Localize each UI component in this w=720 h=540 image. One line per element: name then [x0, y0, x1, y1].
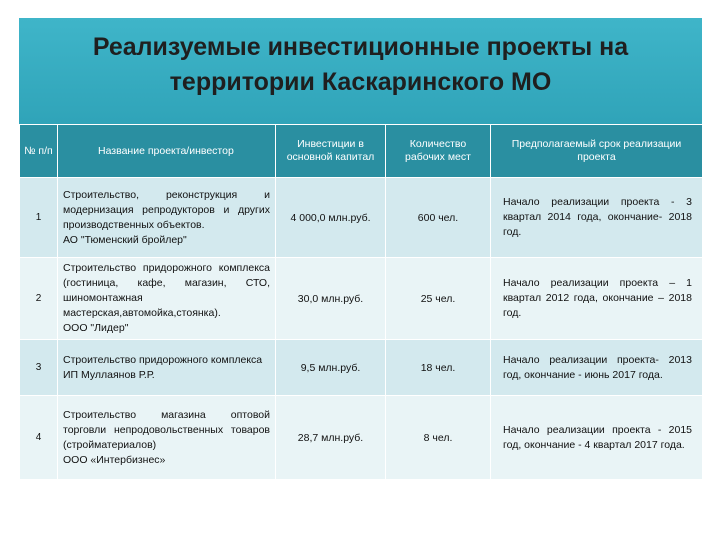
term-value: [491, 178, 703, 258]
term-text: Начало реализации проекта- 2013 год, окончание - июнь 2017 года.: [503, 353, 692, 381]
page-title-line-1: Реализуемые инвестиционные проекты на: [92, 33, 629, 61]
column-header-term: Предполагаемый срок реализации проекта: [491, 125, 703, 178]
table-row: [20, 396, 703, 480]
table-header-row: [20, 125, 703, 178]
investment-value: 30,0 млн.руб.: [276, 258, 386, 340]
table-row: [20, 340, 703, 396]
project-name: [58, 396, 276, 480]
page-title-line-2: территории Каскаринского МО: [169, 68, 552, 96]
table-row: [20, 258, 703, 340]
project-description: Строительство магазина оптовой торговли непродовольственных товаров (стройматериалов): [63, 408, 270, 451]
column-header-investment: Инвестиции в основной капитал: [276, 125, 386, 178]
jobs-value: 8 чел.: [386, 396, 491, 480]
column-header-number: № п/п: [20, 125, 58, 178]
project-investor: ООО "Лидер": [63, 322, 129, 334]
project-investor: ИП Муллаянов Р.Р.: [63, 368, 155, 381]
term-text: Начало реализации проекта – 1 квартал 2012 года, окончание – 2018 год.: [503, 277, 692, 319]
page-title: [19, 30, 702, 100]
investment-value: 4 000,0 млн.руб.: [276, 178, 386, 258]
term-value: [491, 340, 703, 396]
investment-value: 9,5 млн.руб.: [276, 340, 386, 396]
project-investor: ООО «Интербизнес»: [63, 453, 166, 466]
row-number: 2: [20, 258, 58, 340]
project-name: [58, 258, 276, 340]
project-name: [58, 340, 276, 396]
term-value: [491, 258, 703, 340]
project-description: Строительство, реконструкция и модернизация репродукторов и других производственных объектов.: [63, 188, 270, 231]
projects-table: [19, 124, 703, 480]
column-header-jobs: Количество рабочих мест: [386, 125, 491, 178]
row-number: 4: [20, 396, 58, 480]
term-text: Начало реализации проекта - 2015 год, окончание - 4 квартал 2017 года.: [503, 423, 692, 451]
row-number: 3: [20, 340, 58, 396]
project-name: [58, 178, 276, 258]
jobs-value: 25 чел.: [386, 258, 491, 340]
jobs-value: 18 чел.: [386, 340, 491, 396]
term-value: [491, 396, 703, 480]
column-header-name: Название проекта/инвестор: [58, 125, 276, 178]
project-investor: АО "Тюменский бройлер": [63, 233, 187, 246]
jobs-value: 600 чел.: [386, 178, 491, 258]
table-row: [20, 178, 703, 258]
term-text: Начало реализации проекта - 3 квартал 2014 года, окончание- 2018 год.: [503, 196, 692, 238]
investment-value: 28,7 млн.руб.: [276, 396, 386, 480]
row-number: 1: [20, 178, 58, 258]
project-description: Строительство придорожного комплекса: [63, 353, 263, 366]
project-description: Строительство придорожного комплекса (гостиница, кафе, магазин, СТО, шиномонтажная мастерская,автомойка,стоянка).: [63, 262, 270, 319]
